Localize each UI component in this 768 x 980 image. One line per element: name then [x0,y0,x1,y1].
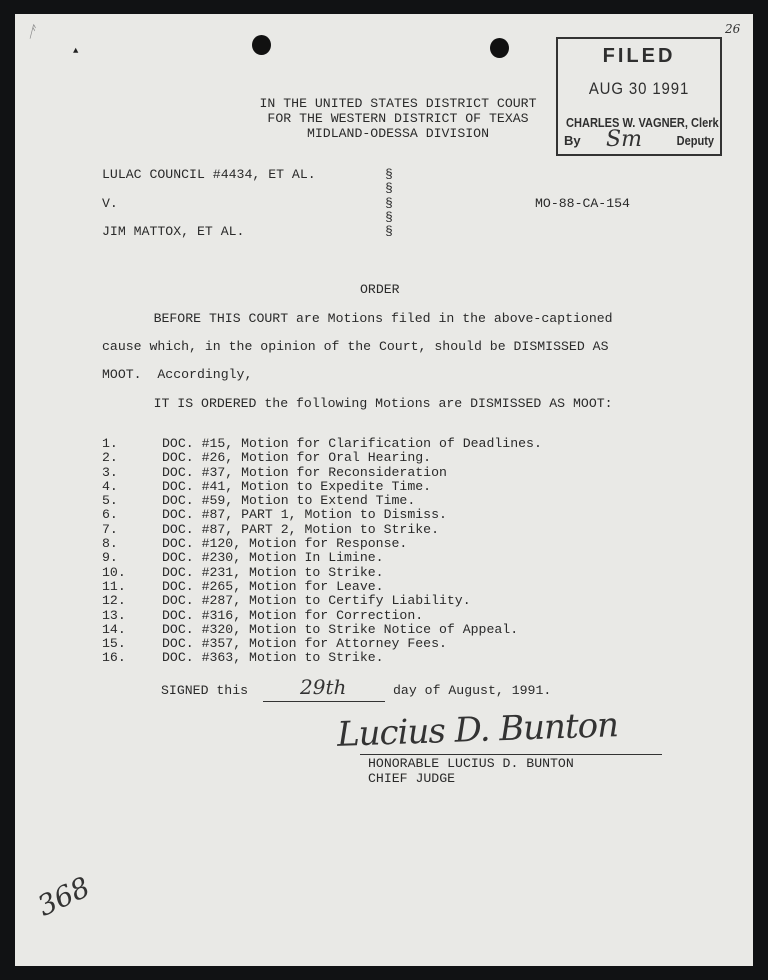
court-header-line: MIDLAND-ODESSA DIVISION [306,126,490,141]
item-text: DOC. #265, Motion for Leave. [162,578,384,594]
triangle-mark: ▲ [73,46,79,56]
stamp-initials: Sm [606,127,642,152]
item-number: 15. [102,636,126,652]
list-item [102,523,542,537]
page-number-bottom: 368 [32,870,95,923]
item-text: DOC. #316, Motion for Correction. [162,607,424,623]
corner-mark: ᚨ [27,22,37,41]
plaintiff-name: LULAC COUNCIL #4434, ET AL. [102,167,316,182]
list-item [102,651,542,665]
stamp-clerk: CHARLES W. VAGNER, Clerk [566,115,719,130]
item-number: 11. [102,578,126,594]
motions-list [102,437,542,666]
item-number: 9. [102,550,118,566]
item-number: 6. [102,507,118,523]
punch-hole-right [490,38,509,58]
item-text: DOC. #357, Motion for Attorney Fees. [162,636,447,652]
section-symbol: § [385,224,393,239]
punch-hole-left [252,35,271,55]
list-item [102,537,542,551]
list-item [102,451,542,465]
item-text: DOC. #120, Motion for Response. [162,536,408,552]
item-text: DOC. #59, Motion to Extend Time. [162,493,416,509]
item-number: 12. [102,593,126,609]
item-number: 2. [102,450,118,466]
order-paragraph-line: cause which, in the opinion of the Court, should be DISMISSED AS [102,339,609,354]
judge-name: HONORABLE LUCIUS D. BUNTON [368,756,574,771]
stamp-date: AUG 30 1991 [588,79,690,98]
order-title: ORDER [360,282,400,297]
item-number: 5. [102,493,118,509]
list-item [102,566,542,580]
signing-date-line [263,701,385,702]
item-text: DOC. #15, Motion for Clarification of Deadlines. [162,436,542,451]
list-item [102,594,542,608]
filed-stamp [556,37,722,156]
item-text: DOC. #320, Motion to Strike Notice of Appeal. [162,621,519,637]
signed-suffix: day of August, 1991. [393,683,552,698]
section-symbol: § [385,196,393,211]
case-number: MO-88-CA-154 [535,196,630,211]
order-paragraph-line: BEFORE THIS COURT are Motions filed in the above-captioned [114,311,613,326]
list-item [102,494,542,508]
item-number: 13. [102,607,126,623]
court-header-line: IN THE UNITED STATES DISTRICT COURT [259,96,537,111]
item-text: DOC. #87, PART 1, Motion to Dismiss. [162,507,447,523]
stamp-by-label: By [564,133,581,148]
judge-signature: Lucius D. Bunton [336,705,619,755]
item-text: DOC. #37, Motion for Reconsideration [162,464,447,480]
section-symbol: § [385,181,393,196]
item-text: DOC. #41, Motion to Expedite Time. [162,478,432,494]
judge-title: CHIEF JUDGE [368,771,456,786]
list-item [102,508,542,522]
court-header-line: FOR THE WESTERN DISTRICT OF TEXAS [267,111,529,126]
defendant-name: JIM MATTOX, ET AL. [102,224,245,239]
page-number-top: 26 [725,22,741,36]
item-text: DOC. #363, Motion to Strike. [162,650,384,666]
item-number: 4. [102,478,118,494]
item-text: DOC. #230, Motion In Limine. [162,550,384,566]
document-page [15,14,753,966]
list-item [102,466,542,480]
stamp-deputy-label: Deputy [676,133,714,148]
list-item [102,551,542,565]
list-item [102,609,542,623]
item-number: 7. [102,521,118,537]
order-paragraph-line: MOOT. Accordingly, [102,367,253,382]
list-item [102,623,542,637]
signed-prefix: SIGNED this [161,683,249,698]
item-text: DOC. #231, Motion to Strike. [162,564,384,580]
signature-line [360,754,662,755]
list-item [102,637,542,651]
court-header [233,96,563,141]
list-item [102,580,542,594]
item-number: 3. [102,464,118,480]
item-number: 8. [102,536,118,552]
versus: V. [102,196,118,211]
item-text: DOC. #287, Motion to Certify Liability. [162,593,471,609]
stamp-title: FILED [602,45,676,67]
item-number: 16. [102,650,126,666]
item-number: 1. [102,436,118,451]
item-text: DOC. #26, Motion for Oral Hearing. [162,450,432,466]
list-item [102,480,542,494]
list-item [102,437,542,451]
order-directive: IT IS ORDERED the following Motions are DISMISSED AS MOOT: [114,396,613,411]
item-number: 10. [102,564,126,580]
item-number: 14. [102,621,126,637]
item-text: DOC. #87, PART 2, Motion to Strike. [162,521,439,537]
section-symbol: § [385,167,393,182]
section-symbol: § [385,210,393,225]
signing-day-handwritten: 29th [300,675,347,699]
